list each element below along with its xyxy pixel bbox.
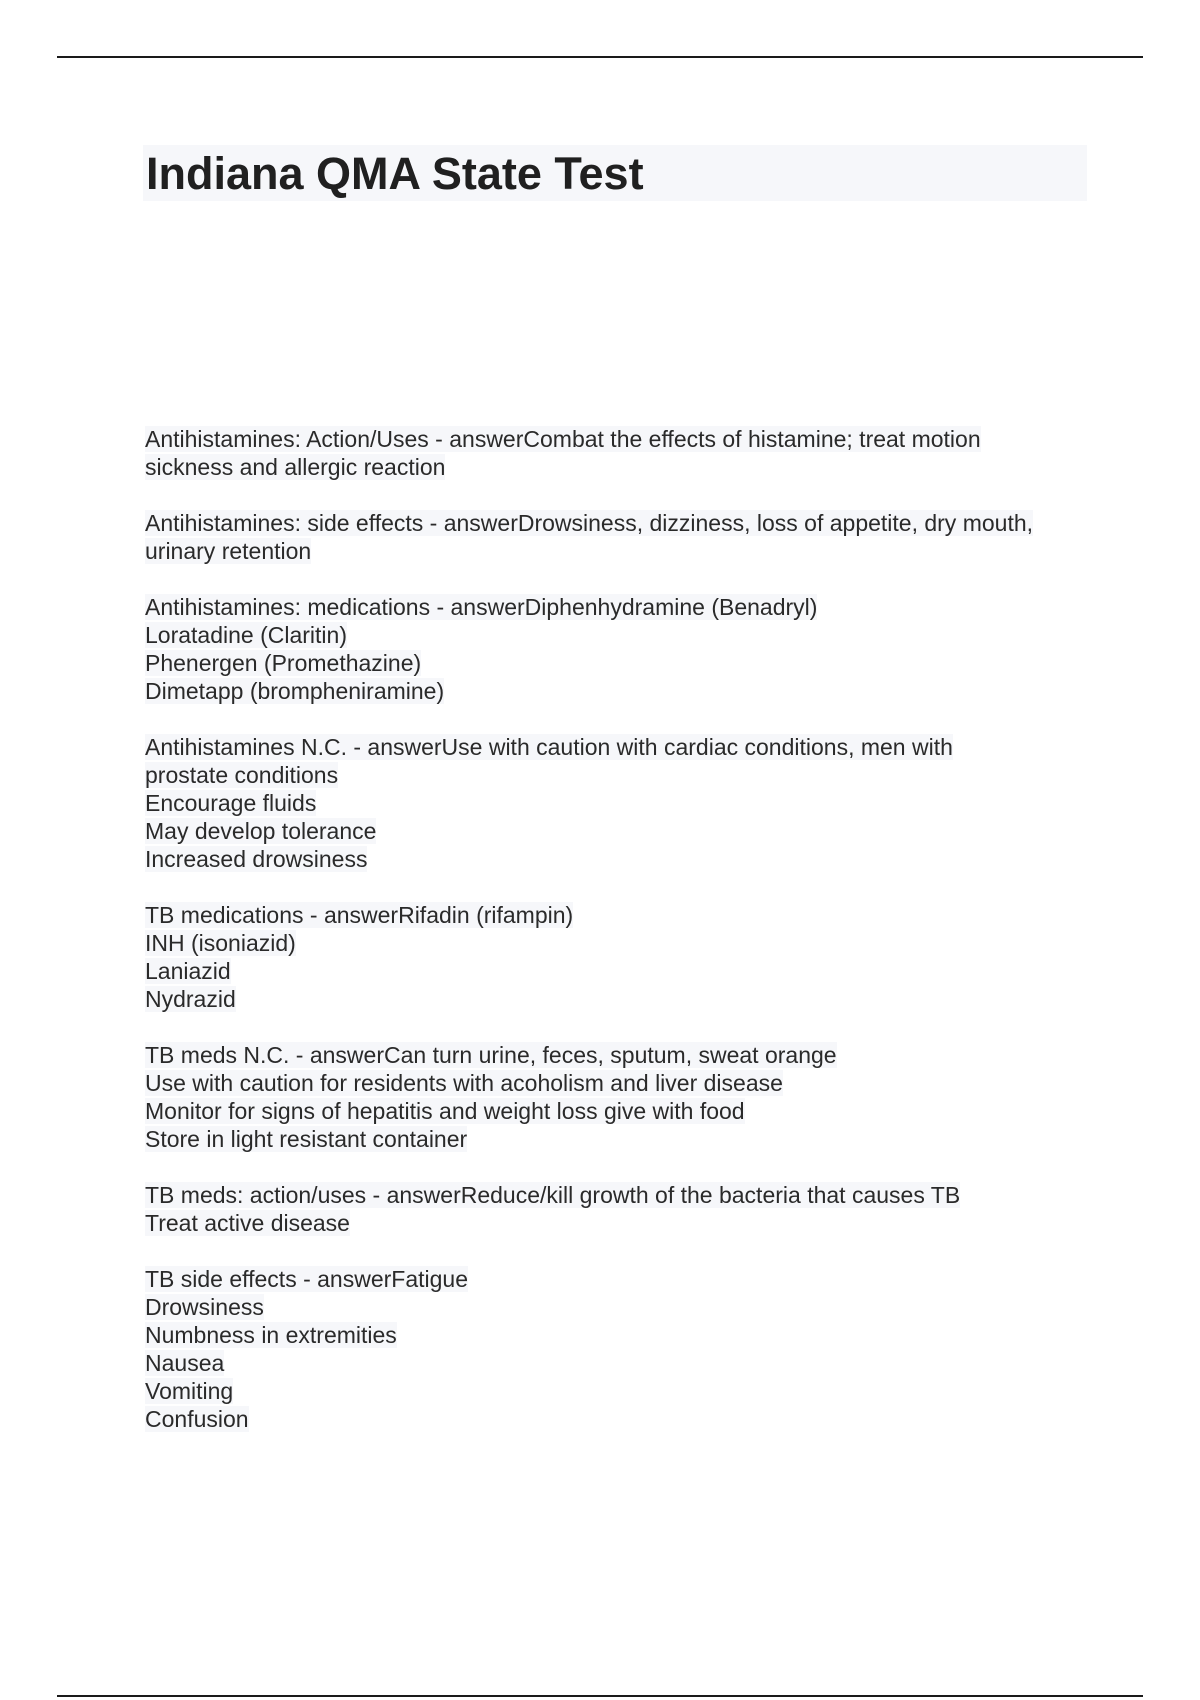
qa-line-text: TB side effects - answerFatigue <box>145 1266 468 1292</box>
qa-line <box>145 817 1090 845</box>
qa-entry <box>145 509 1090 565</box>
qa-line <box>145 1069 1090 1097</box>
qa-entry <box>145 1265 1090 1433</box>
qa-line-text: Nydrazid <box>145 986 236 1012</box>
qa-entry <box>145 1181 1090 1237</box>
qa-line-text: Monitor for signs of hepatitis and weight loss give with food <box>145 1098 745 1124</box>
qa-line <box>145 1265 1090 1293</box>
qa-line <box>145 1377 1090 1405</box>
qa-line <box>145 733 1090 761</box>
qa-line <box>145 761 1090 789</box>
qa-entry <box>145 901 1090 1013</box>
qa-line <box>145 593 1090 621</box>
qa-line <box>145 1405 1090 1433</box>
qa-line-text: TB medications - answerRifadin (rifampin) <box>145 902 574 928</box>
qa-line-text: INH (isoniazid) <box>145 930 296 956</box>
qa-line <box>145 649 1090 677</box>
qa-line <box>145 1209 1090 1237</box>
qa-line-text: Dimetapp (brompheniramine) <box>145 678 445 704</box>
qa-line <box>145 509 1090 537</box>
qa-line <box>145 1041 1090 1069</box>
qa-line <box>145 1321 1090 1349</box>
qa-line-text: Nausea <box>145 1350 225 1376</box>
qa-entry <box>145 425 1090 481</box>
qa-line <box>145 677 1090 705</box>
qa-line-text: Treat active disease <box>145 1210 350 1236</box>
qa-line-text: Use with caution for residents with acoholism and liver disease <box>145 1070 783 1096</box>
qa-line <box>145 789 1090 817</box>
title-block <box>143 145 1087 201</box>
qa-line <box>145 985 1090 1013</box>
qa-list <box>145 425 1090 1461</box>
qa-line <box>145 1125 1090 1153</box>
qa-line-text: Antihistamines: medications - answerDiphenhydramine (Benadryl) <box>145 594 818 620</box>
qa-line-text: May develop tolerance <box>145 818 377 844</box>
qa-line-text: Antihistamines N.C. - answerUse with caution with cardiac conditions, men with <box>145 734 953 760</box>
qa-line <box>145 425 1090 453</box>
qa-line <box>145 1181 1090 1209</box>
qa-line-text: Drowsiness <box>145 1294 264 1320</box>
qa-line <box>145 621 1090 649</box>
qa-line-text: Loratadine (Claritin) <box>145 622 347 648</box>
qa-entry <box>145 733 1090 873</box>
qa-line <box>145 901 1090 929</box>
qa-line-text: urinary retention <box>145 538 312 564</box>
qa-line-text: Antihistamines: side effects - answerDrowsiness, dizziness, loss of appetite, dry mouth, <box>145 510 1034 536</box>
qa-line <box>145 957 1090 985</box>
qa-line <box>145 845 1090 873</box>
qa-entry <box>145 1041 1090 1153</box>
qa-line <box>145 537 1090 565</box>
qa-line-text: Phenergen (Promethazine) <box>145 650 422 676</box>
qa-line <box>145 929 1090 957</box>
qa-line-text: Antihistamines: Action/Uses - answerCombat the effects of histamine; treat motion <box>145 426 981 452</box>
qa-line-text: TB meds N.C. - answerCan turn urine, feces, sputum, sweat orange <box>145 1042 837 1068</box>
qa-line-text: Vomiting <box>145 1378 234 1404</box>
qa-line-text: sickness and allergic reaction <box>145 454 446 480</box>
qa-line-text: Laniazid <box>145 958 231 984</box>
qa-line-text: Increased drowsiness <box>145 846 368 872</box>
qa-entry <box>145 593 1090 705</box>
qa-line-text: prostate conditions <box>145 762 339 788</box>
top-rule <box>57 56 1143 58</box>
qa-line <box>145 1349 1090 1377</box>
qa-line <box>145 1097 1090 1125</box>
bottom-rule <box>57 1695 1143 1697</box>
qa-line-text: TB meds: action/uses - answerReduce/kill growth of the bacteria that causes TB <box>145 1182 961 1208</box>
qa-line-text: Confusion <box>145 1406 249 1432</box>
qa-line-text: Encourage fluids <box>145 790 317 816</box>
qa-line <box>145 453 1090 481</box>
qa-line <box>145 1293 1090 1321</box>
qa-line-text: Numbness in extremities <box>145 1322 397 1348</box>
page-title: Indiana QMA State Test <box>146 148 644 199</box>
qa-line-text: Store in light resistant container <box>145 1126 468 1152</box>
